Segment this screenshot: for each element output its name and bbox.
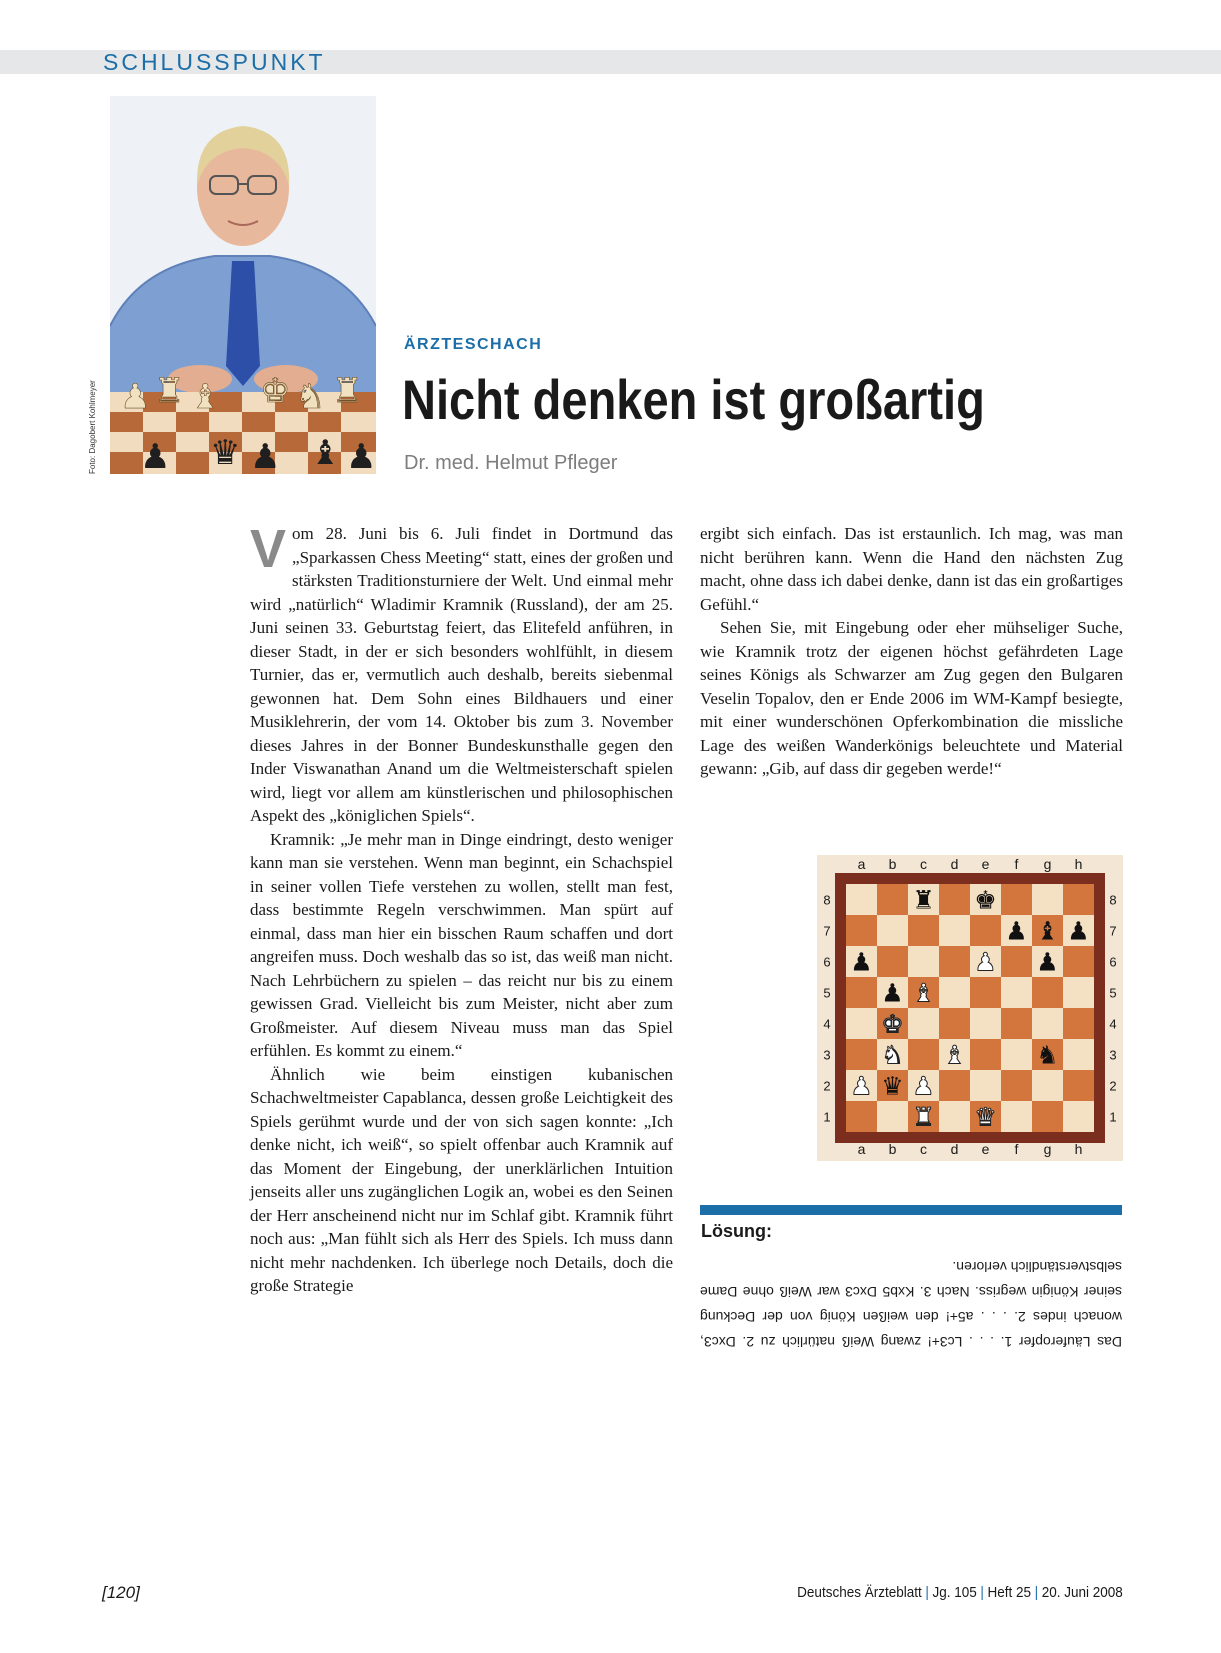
chess-piece-f7: ♟ [1005,916,1028,946]
chess-piece-e1: ♛ [974,1102,997,1132]
file-label-top-f: f [1014,856,1019,872]
board-square-f4 [1001,1008,1032,1039]
page-number: [120] [102,1583,140,1602]
file-label-bottom-g: g [1043,1141,1052,1157]
chess-diagram [817,855,1123,1161]
journal-name: Deutsches Ärzteblatt [797,1584,922,1601]
board-square-f1 [1001,1101,1032,1132]
board-square-g4 [1032,1008,1063,1039]
paragraph-intro-text: om 28. Juni bis 6. Juli findet in Dortmund das „Sparkassen Chess Meeting“ statt, eines der großen und stärksten Traditionsturniere der Welt. Und einmal mehr wird „natürlich“ Wladimir Kramnik (Russland), der am 25. Juni seinen 33. Geburtstag feiert, das Elitefeld anführen, in dieser Stadt, in der er sich besonders wohlfühlt, in diesem Turnier, das er, vermutlich auch deshalb, bereits siebenmal gewonnen hat. Dem Sohn eines Bildhauers und einer Musiklehrerin, der vom 14. Oktober bis zum 3. November dieses Jahres in der Bonner Bundeskunsthalle gegen den Inder Viswanathan Anand um die Weltmeisterschaft spielen wird, liegt vor allem am künstlerischen und philosophischen Aspekt des „königlichen Spiels“. [250,524,673,825]
board-square-a7 [846,915,877,946]
board-square-h2 [1063,1070,1094,1101]
chess-piece-d3: ♝ [943,1040,966,1070]
footer-citation: Deutsches Ärzteblatt | Jg. 105 | Heft 25 | 20. Juni 2008 [797,1584,1123,1601]
rank-label-left-2: 2 [823,1078,831,1094]
article-author: Dr. med. Helmut Pfleger [404,452,618,474]
rank-label-right-3: 3 [1109,1047,1117,1063]
file-label-top-h: h [1074,856,1083,872]
paragraph-puzzle-intro: Sehen Sie, mit Eingebung oder eher mühseliger Suche, wie Kramnik trotz der eigenen höchst gefährdeten Lage seines Königs als Schwarzer am Zug gegen den Bulgaren Veselin Topalov, den er Ende 2006 im WM-Kampf besiegte, mit einer wunderschönen Opferkombination die missliche Lage des weißen Wanderkönigs beleuchtete und Material gewann: „Gib, auf dass dir gegeben werde!“ [700,618,1123,778]
board-square-e3 [970,1039,1001,1070]
file-label-bottom-d: d [950,1141,959,1157]
rank-label-right-6: 6 [1109,954,1117,970]
photo-credit: Foto: Dagobert Kohlmeyer [88,380,97,474]
paragraph-capablanca: Ähnlich wie beim einstigen kubanischen Schachweltmeister Capablanca, dessen große Leichtigkeit des Spiels gerühmt wurde und der von sich sagen konnte: „Ich denke nicht, ich weiß“, so spielt offenbar auch Kramnik auf das Moment der Eingebung, der unerklärlichen Intuition jenseits aller uns zugänglichen Logik an, wobei es den Seinen der Herr anscheinend nicht nur im Schlaf gibt. Kramnik führt noch aus: „Man fühlt sich als Herr des Spiels. Ich muss dann nicht mehr nachdenken. Ich überlege noch Details, doch die große Strategie [250,1064,673,1295]
chess-piece-a6: ♟ [850,947,873,977]
solution-text: Das Läuferopfer 1. . . . Lc3+! zwang Weiß natürlich zu 2. Dxc3, wonach indes 2. . . . a5+! den weißen König von der Deckung seiner Königin wegriss. Nach 3. Kxb5 Dxc3 war Weiß ohne Dame selbstverständlich verloren. [700,1259,1122,1350]
file-label-top-g: g [1043,856,1052,872]
board-square-e4 [970,1008,1001,1039]
article-kicker: ÄRZTESCHACH [404,336,543,353]
issue-date: 20. Juni 2008 [1041,1584,1123,1601]
file-label-top-e: e [981,856,990,872]
board-square-a4 [846,1008,877,1039]
svg-text:♝: ♝ [310,433,341,473]
board-square-a8 [846,884,877,915]
svg-text:♚: ♚ [260,371,291,411]
board-square-d7 [939,915,970,946]
chess-piece-b5: ♟ [881,978,904,1008]
board-square-b6 [877,946,908,977]
drop-cap: V [250,519,287,579]
rank-label-left-8: 8 [823,892,831,908]
board-square-c6 [908,946,939,977]
board-square-a3 [846,1039,877,1070]
rank-label-left-3: 3 [823,1047,831,1063]
chess-piece-g6: ♟ [1036,947,1059,977]
board-square-c4 [908,1008,939,1039]
paragraph-kramnik-quote: Kramnik: „Je mehr man in Dinge eindringt, desto weniger kann man sie verstehen. Wenn man beginnt, ein Schachspiel in seiner vollen Tiefe verstehen zu wollen, stellt man fest, dass bestimmte Regeln verschwimmen. Man spürt auf einmal, dass man hier ein bisschen Raum schaffen und dort angreifen muss. Doch weshalb das so ist, das weiß man nicht. Nach Lehrbüchern zu spielen – das reicht nur bis zu einem gewissen Grad. Vielleicht bis zum Meister, nicht aber zum Großmeister. Auf diesem Niveau muss man das Spiel erfühlen. Es kommt zu einem.“ [250,829,673,1060]
board-square-f6 [1001,946,1032,977]
chess-piece-b3: ♞ [881,1040,904,1070]
board-square-d4 [939,1008,970,1039]
file-label-bottom-e: e [981,1141,990,1157]
board-square-g1 [1032,1101,1063,1132]
board-square-d5 [939,977,970,1008]
chess-piece-b2: ♛ [881,1071,904,1101]
board-square-f2 [1001,1070,1032,1101]
svg-text:♛: ♛ [210,433,241,473]
board-square-h3 [1063,1039,1094,1070]
chess-piece-c8: ♜ [912,885,935,915]
journal-issue: Heft 25 [987,1584,1032,1601]
chess-piece-g7: ♝ [1036,916,1059,946]
chess-piece-e6: ♟ [974,947,997,977]
board-square-h4 [1063,1008,1094,1039]
rank-label-left-5: 5 [823,985,831,1001]
board-square-b7 [877,915,908,946]
board-square-e2 [970,1070,1001,1101]
chess-piece-g3: ♞ [1036,1040,1059,1070]
chess-piece-a2: ♟ [850,1071,873,1101]
rank-label-left-1: 1 [823,1109,831,1125]
board-square-e7 [970,915,1001,946]
rank-label-right-1: 1 [1109,1109,1117,1125]
svg-text:♞: ♞ [295,377,326,417]
svg-text:♝: ♝ [190,377,221,417]
file-label-bottom-c: c [920,1141,927,1157]
board-square-b8 [877,884,908,915]
board-square-d6 [939,946,970,977]
rank-label-right-7: 7 [1109,923,1117,939]
board-square-b1 [877,1101,908,1132]
board-square-g8 [1032,884,1063,915]
board-square-f3 [1001,1039,1032,1070]
chess-piece-c2: ♟ [912,1071,935,1101]
rank-label-left-6: 6 [823,954,831,970]
file-label-bottom-h: h [1074,1141,1083,1157]
rank-label-left-4: 4 [823,1016,831,1032]
chess-piece-c5: ♝ [912,978,935,1008]
paragraph-continuation: ergibt sich einfach. Das ist erstaunlich. Ich mag, was man nicht berühren kann. Wenn die Hand den nächsten Zug macht, ohne dass ich dabei denke, dann ist das ein großartiges Gefühl.“ [700,524,1123,614]
file-label-bottom-a: a [857,1141,866,1157]
rank-label-left-7: 7 [823,923,831,939]
article-title: Nicht denken ist großartig [402,368,985,431]
board-square-g2 [1032,1070,1063,1101]
article-column-left [250,519,673,1298]
chess-piece-e8: ♚ [974,885,997,915]
rank-label-right-8: 8 [1109,892,1117,908]
file-label-top-b: b [888,856,897,872]
board-square-g5 [1032,977,1063,1008]
journal-volume: Jg. 105 [932,1584,977,1601]
board-square-h5 [1063,977,1094,1008]
article-column-right [700,522,1123,781]
board-square-h6 [1063,946,1094,977]
board-square-c7 [908,915,939,946]
solution-title: Lösung: [701,1221,772,1241]
svg-text:♟: ♟ [346,437,376,474]
rank-label-right-2: 2 [1109,1078,1117,1094]
chess-piece-c1: ♜ [912,1102,935,1132]
file-label-top-c: c [920,856,927,872]
board-square-d8 [939,884,970,915]
svg-text:♜: ♜ [332,371,363,411]
svg-text:♟: ♟ [120,377,151,417]
file-label-bottom-b: b [888,1141,897,1157]
file-label-bottom-f: f [1014,1141,1019,1157]
board-square-h1 [1063,1101,1094,1132]
board-square-h8 [1063,884,1094,915]
file-label-top-a: a [857,856,866,872]
rank-label-right-5: 5 [1109,985,1117,1001]
rank-label-right-4: 4 [1109,1016,1117,1032]
board-square-a5 [846,977,877,1008]
board-square-d2 [939,1070,970,1101]
svg-text:♜: ♜ [154,371,185,411]
board-square-c3 [908,1039,939,1070]
svg-text:♟: ♟ [250,437,281,474]
chess-piece-b4: ♚ [881,1009,904,1039]
board-square-e5 [970,977,1001,1008]
section-label: SCHLUSSPUNKT [103,49,326,75]
chess-piece-h7: ♟ [1067,916,1090,946]
svg-text:♟: ♟ [140,437,171,474]
board-square-a1 [846,1101,877,1132]
solution-rule [700,1205,1122,1215]
file-label-top-d: d [950,856,959,872]
board-square-f8 [1001,884,1032,915]
board-square-d1 [939,1101,970,1132]
board-square-f5 [1001,977,1032,1008]
paragraph-intro [250,519,673,828]
author-portrait [110,96,376,474]
